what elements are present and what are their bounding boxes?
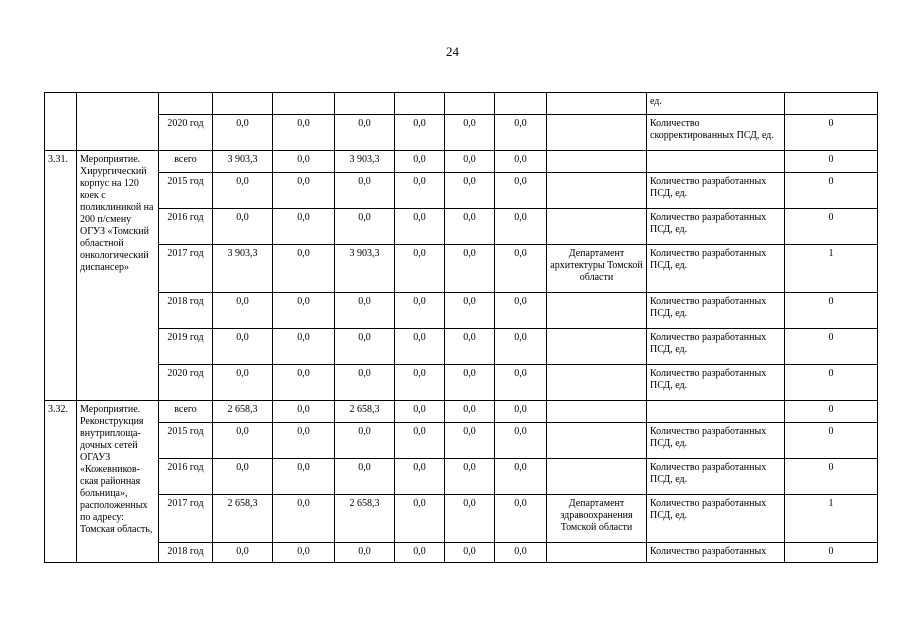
- count-cell: 0: [785, 365, 878, 401]
- value-cell: [495, 93, 547, 115]
- count-cell: 0: [785, 423, 878, 459]
- value-cell: 0,0: [495, 245, 547, 293]
- department-cell: [547, 151, 647, 173]
- value-cell: 0,0: [335, 115, 395, 151]
- value-cell: 0,0: [445, 365, 495, 401]
- indicator-cell: Количество разработанных ПСД, ед.: [647, 209, 785, 245]
- value-cell: 0,0: [445, 543, 495, 563]
- total-cell: 0,0: [213, 543, 273, 563]
- indicator-cell: Количество разработанных ПСД, ед.: [647, 423, 785, 459]
- table-row: [45, 151, 878, 173]
- count-cell: 1: [785, 495, 878, 543]
- table-row: [45, 293, 878, 329]
- indicator-cell: ед.: [647, 93, 785, 115]
- indicator-cell: Количество разработанных ПСД, ед.: [647, 495, 785, 543]
- total-cell: 0,0: [213, 459, 273, 495]
- value-cell: 0,0: [273, 293, 335, 329]
- year-cell: 2017 год: [159, 495, 213, 543]
- value-cell: 0,0: [273, 173, 335, 209]
- value-cell: 0,0: [273, 151, 335, 173]
- indicator-cell: Количество скорректированных ПСД, ед.: [647, 115, 785, 151]
- indicator-cell: [647, 401, 785, 423]
- value-cell: 0,0: [445, 495, 495, 543]
- table-row: [45, 459, 878, 495]
- department-cell: [547, 93, 647, 115]
- table-row: [45, 173, 878, 209]
- value-cell: 0,0: [445, 329, 495, 365]
- total-cell: 0,0: [213, 329, 273, 365]
- value-cell: 0,0: [335, 173, 395, 209]
- value-cell: 2 658,3: [335, 495, 395, 543]
- value-cell: 0,0: [273, 209, 335, 245]
- department-cell: [547, 401, 647, 423]
- indicator-cell: [647, 151, 785, 173]
- count-cell: 0: [785, 173, 878, 209]
- value-cell: 0,0: [495, 173, 547, 209]
- value-cell: 0,0: [495, 423, 547, 459]
- count-cell: 0: [785, 543, 878, 563]
- value-cell: [335, 93, 395, 115]
- value-cell: 0,0: [495, 115, 547, 151]
- value-cell: 0,0: [273, 401, 335, 423]
- total-cell: 0,0: [213, 173, 273, 209]
- value-cell: 0,0: [445, 115, 495, 151]
- value-cell: 0,0: [213, 115, 273, 151]
- year-cell: 2018 год: [159, 543, 213, 563]
- total-cell: 2 658,3: [213, 401, 273, 423]
- indicator-cell: Количество разработанных ПСД, ед.: [647, 459, 785, 495]
- year-cell: 2020 год: [159, 365, 213, 401]
- value-cell: 0,0: [495, 401, 547, 423]
- table-row: [45, 401, 878, 423]
- year-cell: 2018 год: [159, 293, 213, 329]
- value-cell: 0,0: [495, 151, 547, 173]
- table-row: [45, 245, 878, 293]
- value-cell: 0,0: [445, 151, 495, 173]
- value-cell: 0,0: [395, 151, 445, 173]
- indicator-cell: Количество разработанных ПСД, ед.: [647, 329, 785, 365]
- total-cell: 3 903,3: [213, 245, 273, 293]
- value-cell: 0,0: [273, 459, 335, 495]
- indicator-cell: Количество разработанных ПСД, ед.: [647, 365, 785, 401]
- year-cell: 2019 год: [159, 329, 213, 365]
- table-row: [45, 495, 878, 543]
- event-name-cell: [77, 93, 159, 151]
- value-cell: 0,0: [445, 401, 495, 423]
- value-cell: 0,0: [395, 293, 445, 329]
- department-cell: [547, 365, 647, 401]
- total-cell: 0,0: [213, 423, 273, 459]
- count-cell: 0: [785, 459, 878, 495]
- indicator-cell: Количество разработанных: [647, 543, 785, 563]
- value-cell: 0,0: [495, 365, 547, 401]
- indicator-cell: Количество разработанных ПСД, ед.: [647, 245, 785, 293]
- table-row: [45, 543, 878, 563]
- value-cell: 0,0: [445, 423, 495, 459]
- total-cell: 0,0: [213, 209, 273, 245]
- year-cell: 2015 год: [159, 423, 213, 459]
- value-cell: 0,0: [495, 209, 547, 245]
- value-cell: 0,0: [395, 423, 445, 459]
- year-cell: 2017 год: [159, 245, 213, 293]
- value-cell: 0,0: [495, 495, 547, 543]
- value-cell: 0,0: [445, 245, 495, 293]
- year-cell: 2016 год: [159, 459, 213, 495]
- department-cell: [547, 293, 647, 329]
- department-cell: [547, 209, 647, 245]
- event-name-cell: Мероприятие. Реконструкция внутриплоща-дочных сетей ОГАУЗ «Кожевников-ская районная больница», расположенных по адресу: Томская область,: [77, 401, 159, 563]
- program-table: [44, 92, 878, 563]
- value-cell: 0,0: [335, 423, 395, 459]
- value-cell: 0,0: [273, 245, 335, 293]
- value-cell: 0,0: [395, 401, 445, 423]
- value-cell: 0,0: [395, 459, 445, 495]
- value-cell: 0,0: [395, 115, 445, 151]
- count-cell: 1: [785, 245, 878, 293]
- event-name-cell: Мероприятие. Хирургический корпус на 120 коек с поликлиникой на 200 п/смену ОГУЗ «Томский областной онкологический диспансер»: [77, 151, 159, 401]
- value-cell: 0,0: [335, 209, 395, 245]
- value-cell: 0,0: [395, 495, 445, 543]
- value-cell: 3 903,3: [335, 245, 395, 293]
- value-cell: 0,0: [335, 329, 395, 365]
- value-cell: 0,0: [495, 459, 547, 495]
- table-row: [45, 115, 878, 151]
- value-cell: 0,0: [273, 329, 335, 365]
- count-cell: [785, 93, 878, 115]
- count-cell: 0: [785, 329, 878, 365]
- count-cell: 0: [785, 151, 878, 173]
- value-cell: 0,0: [335, 459, 395, 495]
- value-cell: 2 658,3: [335, 401, 395, 423]
- value-cell: 0,0: [495, 329, 547, 365]
- total-cell: 2 658,3: [213, 495, 273, 543]
- department-cell: Департамент здравоохранения Томской области: [547, 495, 647, 543]
- page-number: 24: [446, 44, 459, 59]
- count-cell: 0: [785, 401, 878, 423]
- table-row: [45, 209, 878, 245]
- value-cell: 0,0: [445, 459, 495, 495]
- department-cell: [547, 329, 647, 365]
- year-cell: [159, 93, 213, 115]
- year-cell: 2016 год: [159, 209, 213, 245]
- count-cell: 0: [785, 115, 878, 151]
- department-cell: Департамент архитектуры Томской области: [547, 245, 647, 293]
- row-number-cell: 3.31.: [45, 151, 77, 401]
- value-cell: [273, 93, 335, 115]
- value-cell: 0,0: [273, 115, 335, 151]
- total-cell: 0,0: [213, 293, 273, 329]
- value-cell: 0,0: [395, 173, 445, 209]
- value-cell: 3 903,3: [335, 151, 395, 173]
- department-cell: [547, 543, 647, 563]
- count-cell: 0: [785, 293, 878, 329]
- value-cell: 0,0: [495, 543, 547, 563]
- year-cell: 2020 год: [159, 115, 213, 151]
- value-cell: [445, 93, 495, 115]
- table-row: [45, 365, 878, 401]
- row-number-cell: 3.32.: [45, 401, 77, 563]
- value-cell: 0,0: [273, 365, 335, 401]
- value-cell: 0,0: [395, 365, 445, 401]
- row-number-cell: [45, 93, 77, 151]
- value-cell: 0,0: [395, 329, 445, 365]
- table-row: [45, 423, 878, 459]
- value-cell: 0,0: [445, 173, 495, 209]
- total-cell: 3 903,3: [213, 151, 273, 173]
- value-cell: 0,0: [445, 209, 495, 245]
- department-cell: [547, 459, 647, 495]
- value-cell: 0,0: [495, 293, 547, 329]
- value-cell: 0,0: [445, 293, 495, 329]
- total-cell: 0,0: [213, 365, 273, 401]
- value-cell: 0,0: [273, 423, 335, 459]
- value-cell: 0,0: [335, 293, 395, 329]
- indicator-cell: Количество разработанных ПСД, ед.: [647, 173, 785, 209]
- value-cell: 0,0: [395, 209, 445, 245]
- value-cell: 0,0: [335, 365, 395, 401]
- table-row: [45, 93, 878, 115]
- department-cell: [547, 173, 647, 209]
- table-row: [45, 329, 878, 365]
- indicator-cell: Количество разработанных ПСД, ед.: [647, 293, 785, 329]
- value-cell: 0,0: [395, 245, 445, 293]
- value-cell: 0,0: [335, 543, 395, 563]
- department-cell: [547, 115, 647, 151]
- year-cell: всего: [159, 401, 213, 423]
- year-cell: всего: [159, 151, 213, 173]
- year-cell: 2015 год: [159, 173, 213, 209]
- value-cell: 0,0: [273, 543, 335, 563]
- value-cell: 0,0: [273, 495, 335, 543]
- value-cell: [395, 93, 445, 115]
- value-cell: 0,0: [395, 543, 445, 563]
- department-cell: [547, 423, 647, 459]
- value-cell: [213, 93, 273, 115]
- count-cell: 0: [785, 209, 878, 245]
